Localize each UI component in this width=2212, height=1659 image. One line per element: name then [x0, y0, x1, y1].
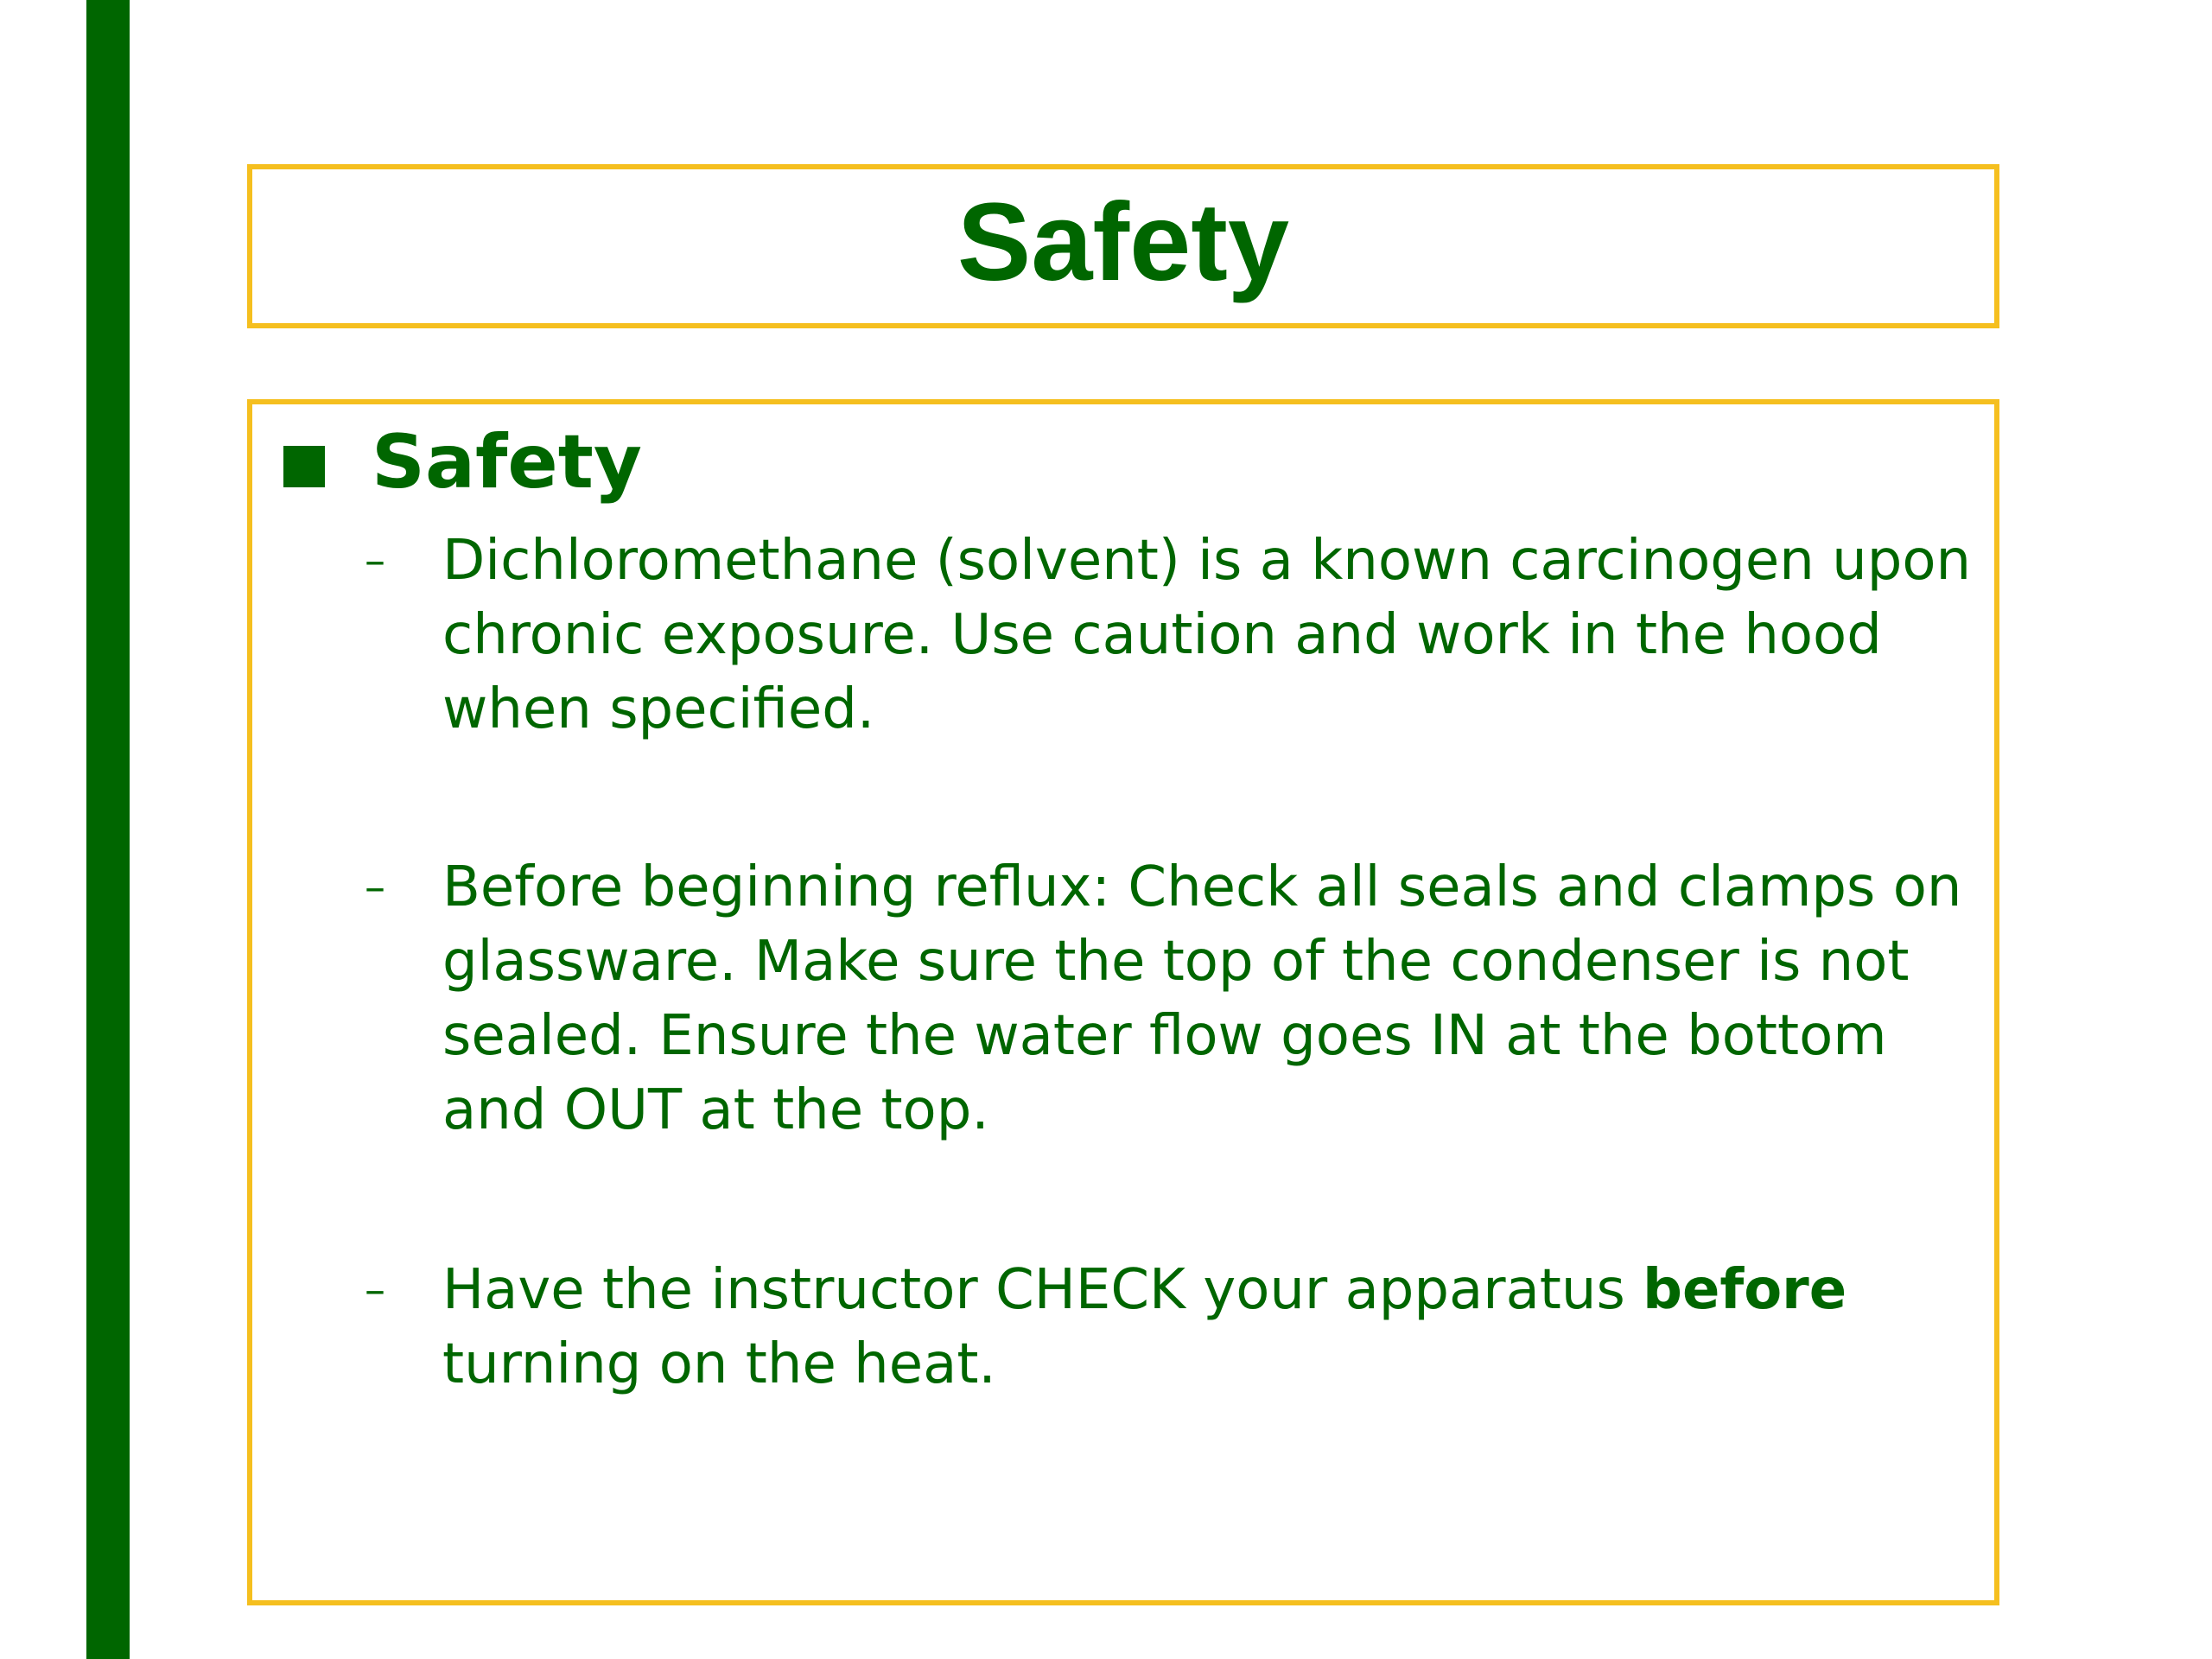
list-item-text	[442, 1253, 1989, 1402]
list-item-text: Dichloromethane (solvent) is a known carcinogen upon chronic exposure. Use caution and work in the hood when specified.	[442, 529, 1972, 741]
content-box	[247, 399, 1999, 1605]
list-item	[365, 850, 1989, 1147]
list-item-text-start: Have the instructor CHECK your apparatus	[442, 1258, 1643, 1322]
left-accent-bar	[86, 0, 130, 1659]
list-item-text-end: turning on the heat.	[442, 1332, 996, 1396]
section-heading-row	[283, 418, 642, 507]
dash-bullet: –	[365, 1266, 385, 1314]
list-item	[365, 524, 1989, 747]
list-item-text: Before beginning reflux: Check all seals and clamps on glassware. Make sure the top of the condenser is not sealed. Ensure the water flow goes IN at the bottom and OUT at the top.	[442, 855, 1962, 1142]
list-item	[365, 1253, 1989, 1402]
list-item-text-bold: before	[1643, 1258, 1847, 1322]
dash-bullet: –	[365, 863, 385, 912]
section-heading: Safety	[372, 419, 642, 505]
dash-bullet: –	[365, 537, 385, 585]
title-box	[247, 164, 1999, 328]
square-bullet-icon	[283, 446, 325, 487]
page-title: Safety	[957, 181, 1290, 304]
